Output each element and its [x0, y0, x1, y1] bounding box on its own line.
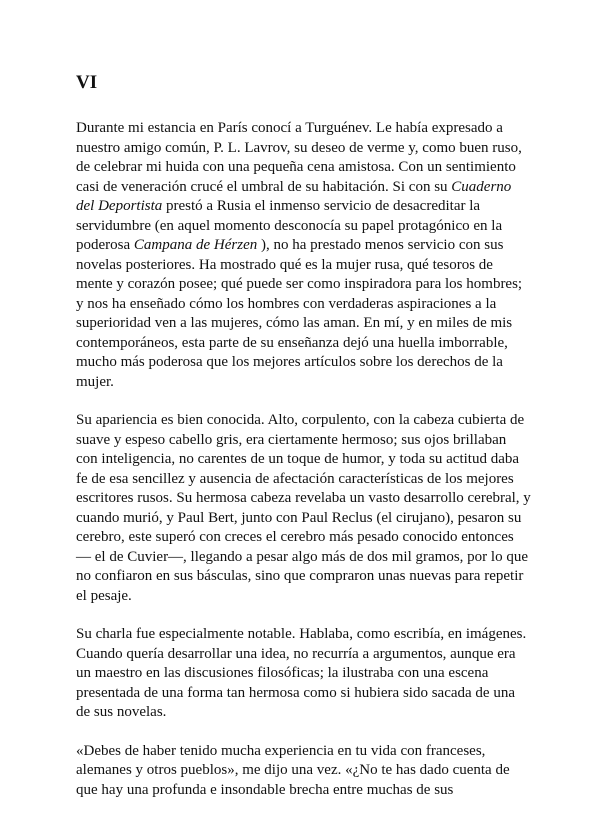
paragraph-1-text-a: Durante mi estancia en París conocí a Turguénev. Le había expresado a nuestro amigo común, P. L. Lavrov, su deseo de verme y, como buen ruso, de celebrar mi huida con una pequeña cena amistosa. Con un sentimiento casi de veneración crucé el umbral de su habitación. Si con su — [76, 120, 522, 195]
paragraph-1-text-b: prestó a Rusia el inmenso servicio de desacreditar la servidumbre (en aquel momento desconocía su papel protagónico en la poderosa — [76, 198, 503, 253]
document-page — [76, 72, 531, 819]
chapter-heading: VI — [76, 72, 98, 93]
book-title-cuaderno: Cuaderno del Deportista — [76, 178, 512, 214]
book-title-campana: Campana de Hérzen — [133, 237, 258, 253]
paragraph-3: Su charla fue especialmente notable. Hablaba, como escribía, en imágenes. Cuando quería desarrollar una idea, no recurría a argumentos, aunque era un maestro en las discusiones filosóficas; la ilustraba con una escena presentada de una forma tan hermosa como si hubiera sido sacada de una de sus novelas. — [76, 626, 527, 720]
paragraph-2: Su apariencia es bien conocida. Alto, corpulento, con la cabeza cubierta de suave y espeso cabello gris, era ciertamente hermoso; sus ojos brillaban con inteligencia, no carentes de un toque de humor, y toda su actitud daba fe de esa sencillez y ausencia de afectación características de los mejores escritores rusos. Su hermosa cabeza revelaba un vasto desarrollo cerebral, y cuando murió, y Paul Bert, junto con Paul Reclus (el cirujano), pesaron su cerebro, este superó con creces el cerebro más pesado conocido entonces — el de Cuvier—, llegando a pesar algo más de dos mil gramos, por lo que no confiaron en sus básculas, sino que compraron unas nuevas para repetir el pesaje. — [76, 412, 531, 604]
paragraph-4: «Debes de haber tenido mucha experiencia en tu vida con franceses, alemanes y otros pueblos», me dijo una vez. «¿No te has dado cuenta de que hay una profunda e insondable brecha entre muchas de sus — [76, 742, 510, 798]
paragraph-1-text-c: ), no ha prestado menos servicio con sus novelas posteriores. Ha mostrado qué es la mujer rusa, qué tesoros de mente y corazón posee; qué puede ser como inspiradora para los hombres; y nos ha enseñado cómo los hombres con verdaderas aspiraciones a la superioridad ven a las mujeres, cómo las aman. En mí, y en miles de mis contemporáneos, esta parte de su enseñanza dejó una huella imborrable, mucho más poderosa que los mejores artículos sobre los derechos de la mujer. — [76, 237, 523, 390]
paragraph-1 — [76, 119, 531, 392]
